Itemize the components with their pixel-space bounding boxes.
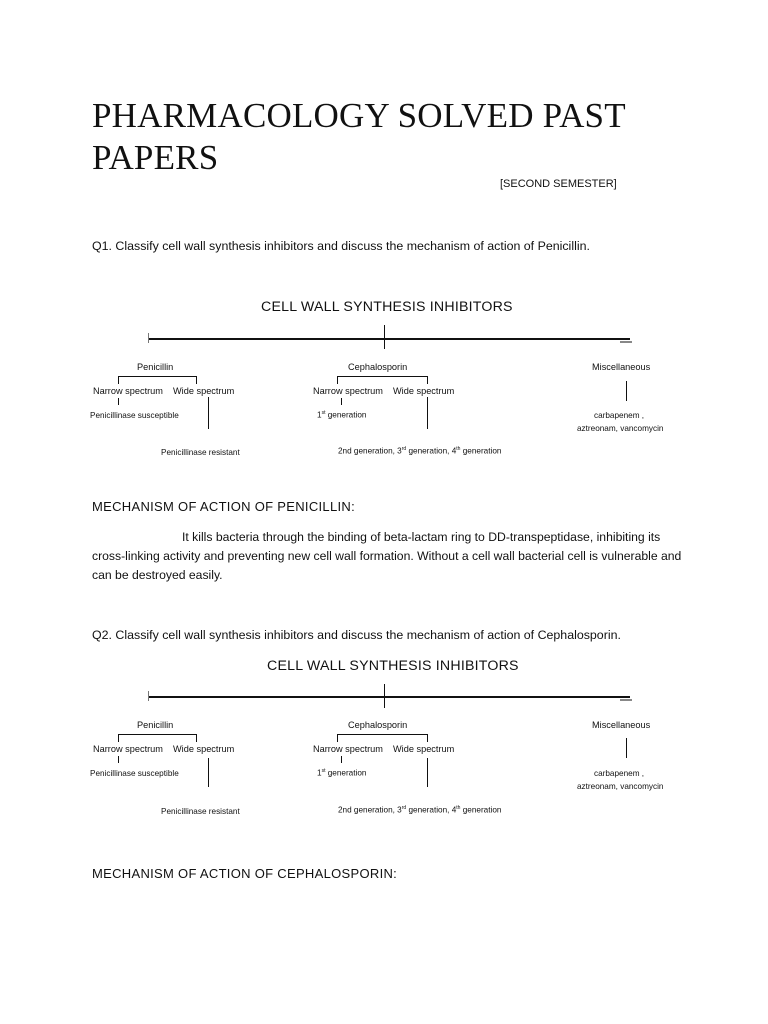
diagram-main-line (148, 696, 630, 698)
penicillin-bracket (118, 376, 196, 377)
semester-label: [SECOND SEMESTER] (500, 178, 617, 190)
connector-line (427, 758, 428, 787)
misc-drugs-line-2: aztreonam, vancomycin (577, 424, 664, 433)
diagram-center-stem (384, 325, 385, 349)
mechanism-heading-cephalosporin: MECHANISM OF ACTION OF CEPHALOSPORIN: (92, 866, 398, 881)
connector-line (626, 381, 627, 401)
diagram-2-title: CELL WALL SYNTHESIS INHIBITORS (267, 658, 519, 674)
bracket-leg (427, 734, 428, 742)
mechanism-text-penicillin: It kills bacteria through the binding of beta-lactam ring to DD-transpeptidase, inhibiting its cross-linking activity and preventing new cell wall formation. Without a cell wall bacterial cell is vulnerable and can be destroyed easily. (92, 530, 682, 582)
question-2: Q2. Classify cell wall synthesis inhibitors and discuss the mechanism of action of Cephalosporin. (92, 628, 621, 642)
later-generations: 2nd generation, 3rd generation, 4th generation (338, 446, 502, 456)
branch-miscellaneous: Miscellaneous (592, 362, 651, 372)
later-generations: 2nd generation, 3rd generation, 4th generation (338, 805, 502, 815)
branch-cephalosporin: Cephalosporin (348, 362, 408, 372)
penicillin-wide-spectrum: Wide spectrum (173, 744, 235, 754)
penicillinase-resistant: Penicillinase resistant (161, 448, 240, 457)
bracket-leg (118, 734, 119, 742)
diagram-center-stem (384, 684, 385, 708)
penicillinase-susceptible: Penicillinase susceptible (90, 411, 179, 420)
penicillin-narrow-spectrum: Narrow spectrum (93, 386, 163, 396)
penicillin-wide-spectrum: Wide spectrum (173, 386, 235, 396)
branch-penicillin: Penicillin (137, 720, 174, 730)
penicillinase-susceptible: Penicillinase susceptible (90, 769, 179, 778)
classification-diagram-2 (0, 684, 768, 824)
cephalosporin-narrow-spectrum: Narrow spectrum (313, 744, 383, 754)
diagram-left-tick (148, 333, 149, 343)
classification-diagram-1 (0, 325, 768, 465)
connector-line (208, 397, 209, 429)
cephalosporin-wide-spectrum: Wide spectrum (393, 386, 455, 396)
question-1: Q1. Classify cell wall synthesis inhibitors and discuss the mechanism of action of Penicillin. (92, 239, 590, 253)
cephalosporin-bracket (337, 734, 427, 735)
cephalosporin-bracket (337, 376, 427, 377)
penicillin-narrow-spectrum: Narrow spectrum (93, 744, 163, 754)
diagram-right-mark (620, 341, 632, 343)
bracket-leg (196, 376, 197, 384)
cephalosporin-wide-spectrum: Wide spectrum (393, 744, 455, 754)
connector-line (626, 738, 627, 758)
bracket-leg (337, 734, 338, 742)
connector-line (118, 398, 119, 405)
connector-line (341, 756, 342, 763)
branch-cephalosporin: Cephalosporin (348, 720, 408, 730)
cephalosporin-narrow-spectrum: Narrow spectrum (313, 386, 383, 396)
branch-penicillin: Penicillin (137, 362, 174, 372)
mechanism-heading-penicillin: MECHANISM OF ACTION OF PENICILLIN: (92, 499, 356, 514)
misc-drugs-line-1: carbapenem , (594, 769, 645, 778)
bracket-leg (196, 734, 197, 742)
bracket-leg (337, 376, 338, 384)
diagram-main-line (148, 338, 630, 340)
penicillinase-resistant: Penicillinase resistant (161, 807, 240, 816)
connector-line (208, 758, 209, 787)
connector-line (118, 756, 119, 763)
branch-miscellaneous: Miscellaneous (592, 720, 651, 730)
connector-line (341, 398, 342, 405)
bracket-leg (118, 376, 119, 384)
misc-drugs-line-2: aztreonam, vancomycin (577, 782, 664, 791)
bracket-leg (427, 376, 428, 384)
connector-line (427, 397, 428, 429)
document-title: PHARMACOLOGY SOLVED PAST PAPERS (92, 96, 626, 177)
diagram-1-title: CELL WALL SYNTHESIS INHIBITORS (261, 299, 513, 315)
first-generation: 1st generation (317, 768, 367, 778)
penicillin-bracket (118, 734, 196, 735)
diagram-right-mark (620, 699, 632, 701)
first-generation: 1st generation (317, 410, 367, 420)
diagram-left-tick (148, 691, 149, 701)
misc-drugs-line-1: carbapenem , (594, 411, 645, 420)
